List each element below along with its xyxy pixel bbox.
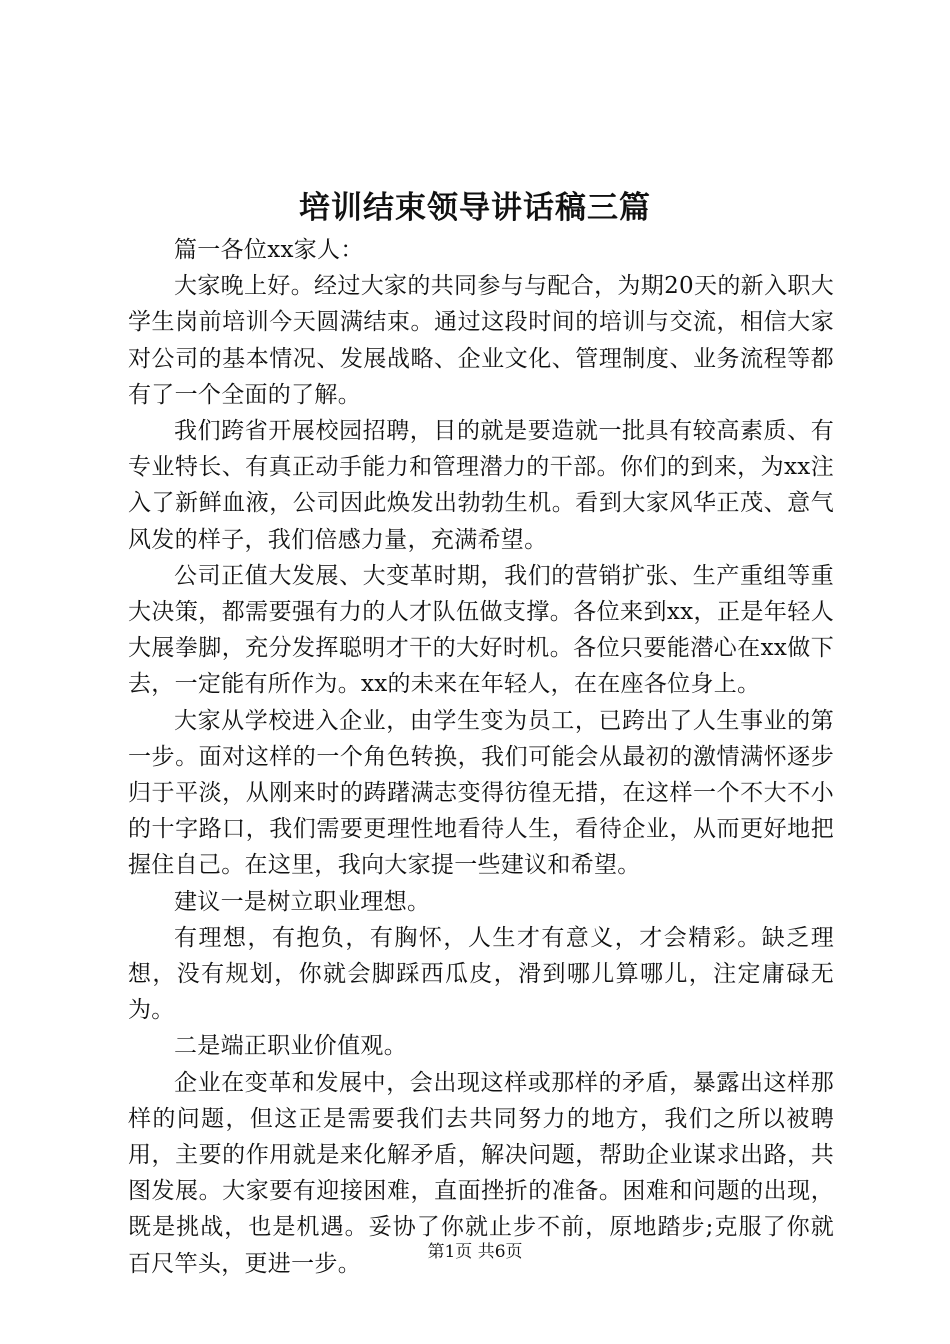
paragraph-salutation: 篇一各位xx家人： (174, 237, 364, 263)
paragraph-company-development: 公司正值大发展、大变革时期，我们的营销扩张、生产重组等重大决策，都需要强有力的人才队伍做支撑。各位来到xx，正是年轻人大展拳脚，充分发挥聪明才干的大好时机。各位只要能潜心在xx做下去，一定能有所作为。xx的未来在年轻人，在在座各位身上。 (128, 562, 834, 698)
paragraph-values: 企业在变革和发展中，会出现这样或那样的矛盾，暴露出这样那样的问题，但这正是需要我们去共同努力的地方，我们之所以被聘用，主要的作用就是来化解矛盾，解决问题，帮助企业谋求出路，共图发展。大家要有迎接困难，直面挫折的准备。困难和问题的出现，既是挑战，也是机遇。妥协了你就止步不前，原地踏步;克服了你就百尺竿头，更进一步。 (128, 1069, 834, 1277)
page-footer: 第1页 共6页 (427, 1242, 523, 1262)
paragraph-suggestion-one: 建议一是树立职业理想。 (174, 888, 431, 915)
paragraph-role-transition: 大家从学校进入企业，由学生变为员工，已跨出了人生事业的第一步。面对这样的一个角色转换，我们可能会从最初的激情满怀逐步归于平淡，从刚来时的踌躇满志变得彷徨无措，在这样一个不大不小的十字路口，我们需要更理性地看待人生，看待企业，从而更好地把握住自己。在这里，我向大家提一些建议和希望。 (128, 707, 834, 879)
paragraph-opening: 大家晚上好。经过大家的共同参与与配合，为期20天的新入职大学生岗前培训今天圆满结束。通过这段时间的培训与交流，相信大家对公司的基本情况、发展战略、企业文化、管理制度、业务流程等都有了一个全面的了解。 (128, 273, 834, 408)
paragraph-ideals: 有理想，有抱负，有胸怀，人生才有意义，才会精彩。缺乏理想，没有规划，你就会脚踩西瓜皮，滑到哪儿算哪儿，注定庸碌无为。 (128, 924, 834, 1024)
document-title: 培训结束领导讲话稿三篇 (299, 190, 651, 226)
document-body (128, 232, 834, 1282)
paragraph-recruitment: 我们跨省开展校园招聘，目的就是要造就一批具有较高素质、有专业特长、有真正动手能力和管理潜力的干部。你们的到来，为xx注入了新鲜血液，公司因此焕发出勃勃生机。看到大家风华正茂、意气风发的样子，我们倍感力量，充满希望。 (128, 418, 834, 553)
paragraph-suggestion-two: 二是端正职业价值观。 (174, 1033, 407, 1060)
